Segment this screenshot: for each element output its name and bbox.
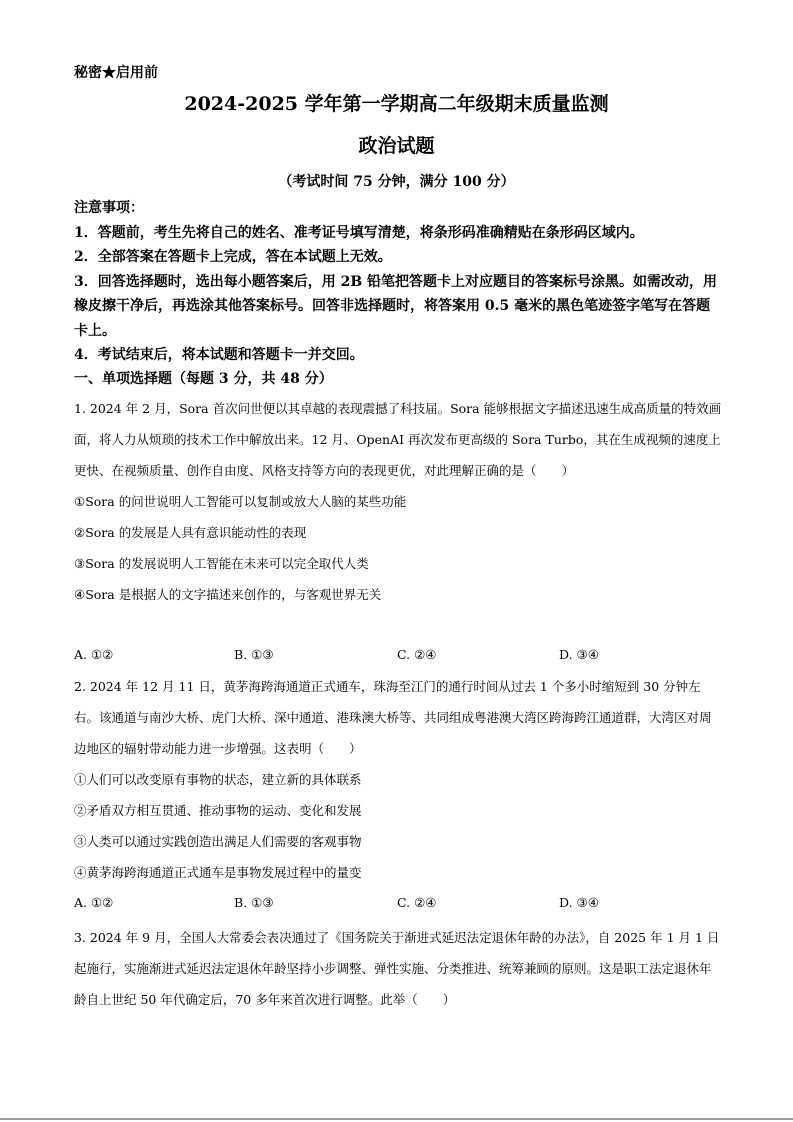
section-title: 一、单项选择题（每题 3 分，共 48 分） xyxy=(74,371,333,387)
notes-heading: 注意事项： xyxy=(74,200,144,216)
question-3 xyxy=(74,922,722,1015)
subject-title: 政治试题 xyxy=(358,135,435,157)
question-1 xyxy=(74,393,722,610)
option-c: C. ②④ xyxy=(397,895,437,910)
option-b: B. ①③ xyxy=(234,647,274,662)
option-d: D. ③④ xyxy=(559,647,599,662)
option-a: A. ①② xyxy=(74,895,114,910)
question-2 xyxy=(74,671,722,888)
option-d: D. ③④ xyxy=(559,895,599,910)
statement: ④黄茅海跨海通道正式通车是事物发展过程中的量变 xyxy=(74,865,362,880)
page-bottom-rule xyxy=(0,1118,793,1120)
statement: ①人们可以改变原有事物的状态，建立新的具体联系 xyxy=(74,772,362,787)
secret-mark: 秘密★启用前 xyxy=(74,65,158,81)
question-stem: 3. 2024 年 9 月，全国人大常委会表决通过了《国务院关于渐进式延迟法定退休年龄的办法》，自 2025 年 1 月 1 日起施行，实施渐进式延迟法定退休年龄坚持小步调整、弹性实施、分类推进、统筹兼顾的原则。这是职工法定退休年龄自上世纪 50 年代确定后，70 多年来首次进行调整。此举（ ） xyxy=(74,930,720,1007)
notes-block xyxy=(74,196,724,368)
option-b: B. ①③ xyxy=(234,895,274,910)
statement: ③人类可以通过实践创造出满足人们需要的客观事物 xyxy=(74,834,362,849)
question-stem: 2. 2024 年 12 月 11 日，黄茅海跨海通道正式通车，珠海至江门的通行时间从过去 1 个多小时缩短到 30 分钟左右。该通道与南沙大桥、虎门大桥、深中通道、港珠澳大桥等、共同组成粤港澳大湾区跨海跨江通道群，大湾区对周边地区的辐射带动能力进一步增强。这表明（ ） xyxy=(74,679,712,756)
exam-title: 2024-2025 学年第一学期高二年级期末质量监测 xyxy=(184,93,609,115)
option-c: C. ②④ xyxy=(397,647,437,662)
note-item: 2．全部答案在答题卡上完成，答在本试题上无效。 xyxy=(74,249,392,265)
note-item: 1．答题前，考生先将自己的姓名、准考证号填写清楚，将条形码准确精贴在条形码区域内。 xyxy=(74,224,644,241)
question-stem: 1. 2024 年 2 月，Sora 首次问世便以其卓越的表现震撼了科技届。Sora 能够根据文字描述迅速生成高质量的特效画面，将人力从烦琐的技术工作中解放出来。12 月、OpenAI 再次发布更高级的 Sora Turbo，其在生成视频的速度上更快、在视频质量、创作自由度、风格支持等方向的表现更优，对此理解正确的是（ ） xyxy=(74,401,722,478)
statement: ②矛盾双方相互贯通、推动事物的运动、变化和发展 xyxy=(74,803,362,818)
statement: ②Sora 的发展是人具有意识能动性的表现 xyxy=(74,525,307,540)
note-item: 4．考试结束后，将本试题和答题卡一并交回。 xyxy=(74,347,364,363)
statement: ④Sora 是根据人的文字描述来创作的，与客观世界无关 xyxy=(74,587,382,602)
statement: ③Sora 的发展说明人工智能在未来可以完全取代人类 xyxy=(74,556,369,571)
statement: ①Sora 的问世说明人工智能可以复制或放大人脑的某些功能 xyxy=(74,494,407,509)
exam-time: （考试时间 75 分钟，满分 100 分） xyxy=(278,174,515,190)
note-item: 3．回答选择题时，选出每小题答案后，用 2B 铅笔把答题卡上对应题目的答案标号涂黑。如需改动，用橡皮擦干净后，再选涂其他答案标号。回答非选择题时，将答案用 0.5 毫米的黑色笔迹签字笔写在答题卡上。 xyxy=(74,273,718,339)
option-a: A. ①② xyxy=(74,647,114,662)
